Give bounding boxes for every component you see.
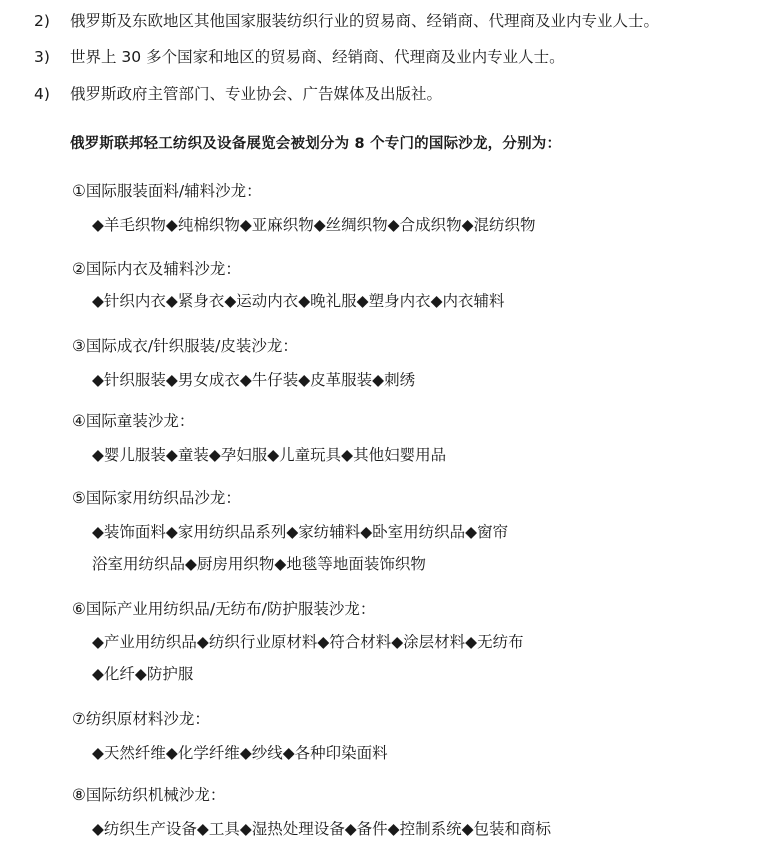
salon-items: ◆产业用纺织品◆纺织行业原材料◆符合材料◆涂层材料◆无纺布 — [92, 633, 524, 651]
salon-section-2 — [72, 258, 772, 310]
salon-title: ⑧国际纺织机械沙龙： — [72, 786, 226, 804]
list-item — [34, 83, 442, 105]
salon-title: ③国际成衣/针织服装/皮装沙龙： — [72, 337, 298, 355]
salon-section-8 — [72, 784, 772, 838]
salon-title: ②国际内衣及辅料沙龙： — [72, 260, 241, 278]
list-item-text: 俄罗斯政府主管部门、专业协会、广告媒体及出版社。 — [70, 85, 443, 103]
salon-title: ⑤国际家用纺织品沙龙： — [72, 489, 241, 507]
salon-section-1 — [72, 180, 772, 234]
section-heading: 俄罗斯联邦轻工纺织及设备展览会被划分为 8 个专门的国际沙龙，分别为： — [70, 136, 562, 152]
list-item-text: 俄罗斯及东欧地区其他国家服装纺织行业的贸易商、经销商、代理商及业内专业人士。 — [70, 12, 660, 30]
list-item — [34, 10, 659, 32]
salon-items: ◆针织服装◆男女成衣◆牛仔装◆皮革服装◆刺绣 — [92, 371, 416, 389]
salon-title: ⑦纺织原材料沙龙： — [72, 710, 210, 728]
salon-section-3 — [72, 335, 772, 389]
salon-section-7 — [72, 708, 772, 762]
salon-items: ◆纺织生产设备◆工具◆湿热处理设备◆备件◆控制系统◆包装和商标 — [92, 820, 552, 838]
salon-title: ④国际童装沙龙： — [72, 412, 195, 430]
salon-items: ◆婴儿服装◆童装◆孕妇服◆儿童玩具◆其他妇婴用品 — [92, 446, 447, 464]
salon-section-5 — [72, 487, 772, 573]
salon-title: ①国际服装面料/辅料沙龙： — [72, 182, 262, 200]
salon-items: ◆天然纤维◆化学纤维◆纱线◆各种印染面料 — [92, 744, 388, 762]
list-item-text: 世界上 30 多个国家和地区的贸易商、经销商、代理商及业内专业人士。 — [70, 48, 565, 66]
salon-items: 浴室用纺织品◆厨房用织物◆地毯等地面装饰织物 — [92, 555, 426, 573]
salon-title: ⑥国际产业用纺织品/无纺布/防护服装沙龙： — [72, 600, 376, 618]
list-item-number: 3) — [34, 48, 50, 66]
salon-items: ◆化纤◆防护服 — [92, 665, 194, 683]
salon-items: ◆针织内衣◆紧身衣◆运动内衣◆晚礼服◆塑身内衣◆内衣辅料 — [92, 292, 505, 310]
salon-items: ◆装饰面料◆家用纺织品系列◆家纺辅料◆卧室用纺织品◆窗帘 — [92, 523, 509, 541]
list-item-number: 2) — [34, 12, 50, 30]
salon-section-4 — [72, 410, 772, 464]
list-item — [34, 46, 565, 68]
salon-items: ◆羊毛织物◆纯棉织物◆亚麻织物◆丝绸织物◆合成织物◆混纺织物 — [92, 216, 536, 234]
list-item-number: 4) — [34, 85, 50, 103]
salon-section-6 — [72, 598, 772, 683]
